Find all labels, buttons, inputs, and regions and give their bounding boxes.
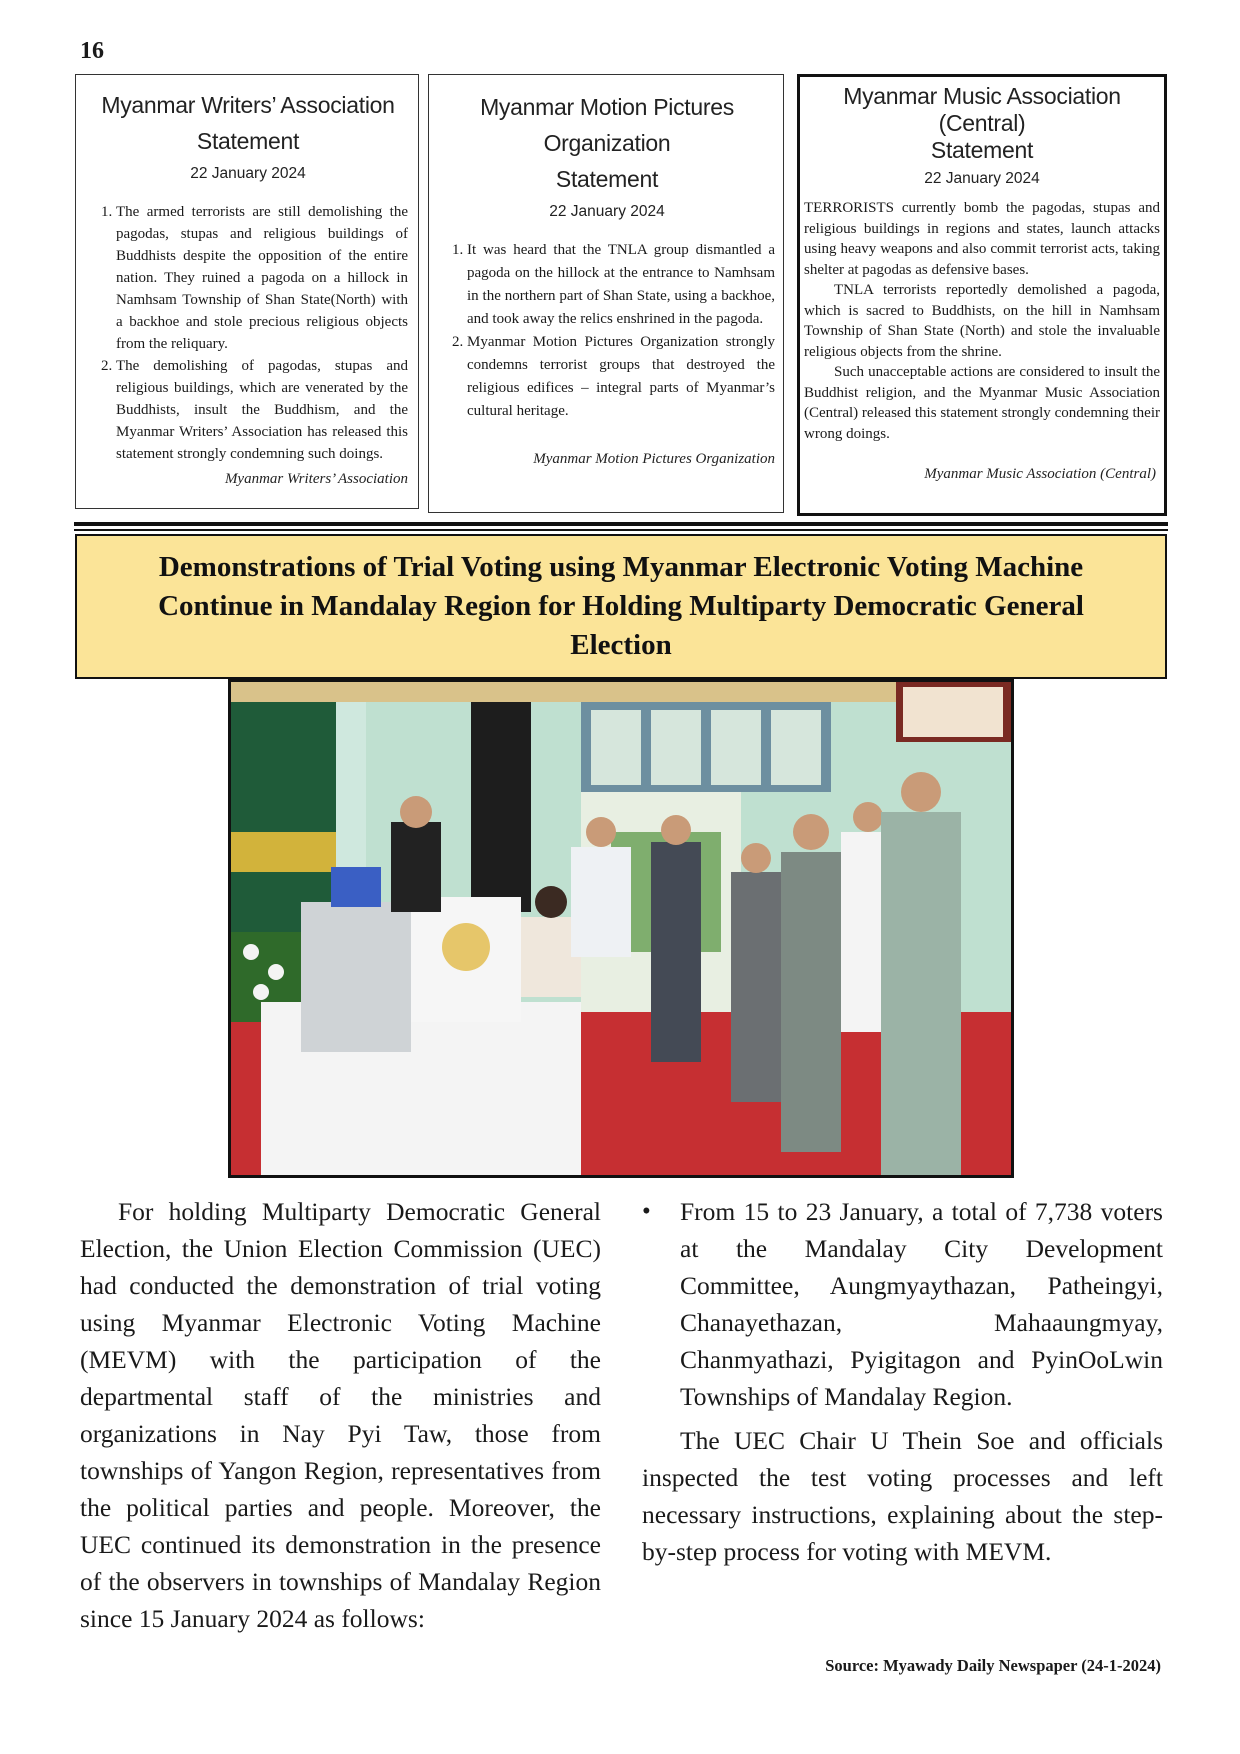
section-divider [74, 522, 1168, 526]
statement-title-line: Statement [555, 166, 659, 192]
statement-paragraph: TNLA terrorists reportedly demolished a pagoda, which is sacred to Buddhists, on the hill in Namhsam Township of Shan State (North) and stole the invaluable religious objects from the shrine. [804, 282, 1160, 360]
article-paragraph: For holding Multiparty Democratic General Election, the Union Election Commission (UEC) had conducted the demonstration of trial voting using Myanmar Electronic Voting Machine (MEVM) with the participation of the departmental staff of the ministries and organizations in Nay Pyi Taw, those from townships of Yangon Region, representatives from the political parties and people. Moreover, the UEC continued its demonstration in the presence of the observers in townships of Mandalay Region since 15 January 2024 as follows: [80, 1197, 601, 1633]
statements-row [75, 74, 1167, 516]
statement-title [88, 87, 408, 159]
statement-title-line: Myanmar Motion Pictures Organization [480, 94, 734, 156]
statement-signature: Myanmar Music Association (Central) [924, 466, 1156, 482]
bullet-icon: • [642, 1198, 651, 1225]
statement-item: 1. It was heard that the TNLA group dismantled a pagoda on the hillock at the entrance to Namhsam in the northern part of Shan State, using a backhoe, and took away the relics enshrined in the pagoda. [467, 239, 775, 331]
statement-title-line: Myanmar Writers’ Association [101, 92, 395, 118]
article-column-left [80, 1193, 601, 1637]
source-credit: Source: Myawady Daily Newspaper (24-1-2024) [825, 1656, 1161, 1675]
statement-signature: Myanmar Writers’ Association [224, 471, 408, 487]
statement-list [439, 239, 775, 423]
statement-date: 22 January 2024 [924, 170, 1040, 187]
page-number: 16 [80, 38, 104, 64]
bullet-item [642, 1193, 1163, 1415]
statement-date: 22 January 2024 [190, 165, 306, 182]
statement-item: 2. Myanmar Motion Pictures Organization strongly condemns terrorist groups that destroyed the religious edifices – integral parts of Myanmar’s cultural heritage. [467, 331, 775, 423]
article-photo [228, 679, 1014, 1178]
article-paragraph: The UEC Chair U Thein Soe and officials inspected the test voting processes and left necessary instructions, explaining about the step-by-step process for voting with MEVM. [642, 1426, 1163, 1566]
statement-date: 22 January 2024 [549, 203, 665, 220]
article-column-right [642, 1193, 1163, 1570]
statement-title [804, 83, 1160, 164]
statement-title-line: Statement [196, 128, 300, 154]
bullet-text: From 15 to 23 January, a total of 7,738 voters at the Mandalay City Development Committee, Aungmyaythazan, Patheingyi, Chanayethazan, Mahaaungmyay, Chanmyathazi, Pyigitagon and PyinOoLwin Townships of Mandalay Region. [680, 1197, 1163, 1411]
statement-item: 1. The armed terrorists are still demolishing the pagodas, stupas and religious buildings of Buddhists despite the opposition of the entire nation. They ruined a pagoda on a hillock in Namhsam Township of Shan State(North) with a backhoe and stole precious religious objects from the reliquary. [116, 201, 408, 355]
statement-paragraph: TERRORISTS currently bomb the pagodas, stupas and religious buildings in regions and states, launch attacks using heavy weapons and also commit terrorist acts, taking shelter at pagodas as defensive bases. [804, 200, 1160, 278]
statement-title-line: (Central) [938, 110, 1026, 136]
statement-motion-pictures-organization [428, 74, 784, 513]
statement-list [88, 201, 408, 465]
statement-title [439, 89, 775, 197]
article-headline: Demonstrations of Trial Voting using Myanmar Electronic Voting Machine Continue in Mandalay Region for Holding Multiparty Democratic General Election [158, 551, 1084, 661]
statement-item: 2. The demolishing of pagodas, stupas and religious buildings, which are venerated by the Buddhists, insult the Buddhism, and the Myanmar Writers’ Association has released this statement strongly condemning such doings. [116, 355, 408, 465]
statement-paragraph: Such unacceptable actions are considered to insult the Buddhist religion, and the Myanmar Music Association (Central) released this statement strongly condemning their wrong doings. [804, 364, 1160, 442]
statement-writers-association [75, 74, 419, 509]
statement-signature: Myanmar Motion Pictures Organization [533, 451, 775, 467]
voting-demonstration-photo [231, 682, 1011, 1175]
statement-title-line: Myanmar Music Association [843, 83, 1121, 109]
section-divider-thin [74, 529, 1168, 531]
headline-banner [75, 534, 1167, 679]
statement-title-line: Statement [930, 137, 1034, 163]
statement-music-association [797, 74, 1167, 516]
